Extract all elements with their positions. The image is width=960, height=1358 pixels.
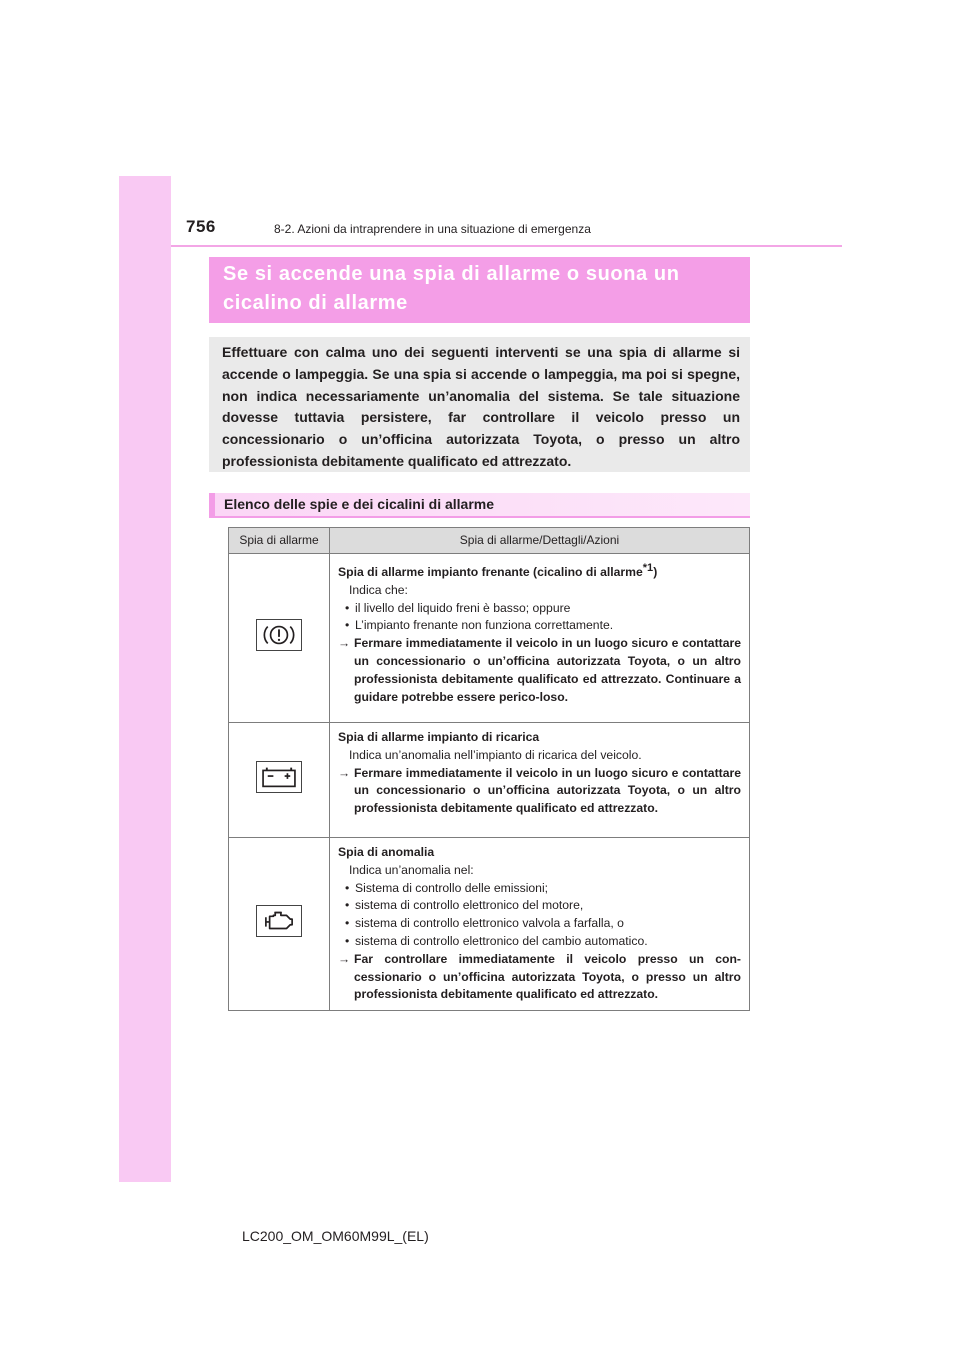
list-item: • sistema di controllo elettronico del cambio automatico. xyxy=(338,933,741,951)
arrow-icon: → xyxy=(338,636,351,651)
warning-action: → Fermare immediatamente il veicolo in un luogo sicuro e contattare un concessionario o un’officina autorizzata Toyota, o un altro professionista debitamente qualificato ed attrezzato. Continuare a guidare potrebbe essere perico-loso. xyxy=(338,636,741,704)
warning-lights-table xyxy=(228,527,750,1011)
side-tab-strip xyxy=(119,176,171,1182)
arrow-icon: → xyxy=(338,765,351,780)
warning-action: → Fermare immediatamente il veicolo in un luogo sicuro e contattare un concessionario o un’officina autorizzata Toyota, o un altro professionista debitamente qualificato ed attrezzato. xyxy=(338,765,741,816)
table-header-details: Spia di allarme/Dettagli/Azioni xyxy=(330,528,750,554)
list-item: • il livello del liquido freni è basso; oppure xyxy=(338,600,741,618)
main-heading: Se si accende una spia di allarme o suona un cicalino di allarme xyxy=(209,257,750,323)
table-header-light: Spia di allarme xyxy=(229,528,330,554)
intro-paragraph: Effettuare con calma uno dei seguenti interventi se una spia di allarme si accende o lampeggia. Se una spia si accende o lampeggia, ma poi si spegne, non indica necessariamente un’anomalia del sistema. Se tale situazione dovesse tuttavia persistere, far controllare il veicolo presso un concessionario o un’officina autorizzata Toyota, o presso un altro professionista debitamente qualificato ed attrezzato. xyxy=(209,337,750,472)
list-item: • L’impianto frenante non funziona correttamente. xyxy=(338,617,741,635)
warning-action: → Far controllare immediatamente il veicolo presso un con-cessionario o un’officina autorizzata Toyota, o presso un altro professionista debitamente qualificato ed attrezzato. xyxy=(338,951,741,1002)
warning-intro: Indica che: xyxy=(349,582,408,597)
section-title: 8-2. Azioni da intraprendere in una situazione di emergenza xyxy=(274,222,591,236)
table-header-row xyxy=(229,528,750,554)
table-row xyxy=(229,838,750,1011)
sub-heading: Elenco delle spie e dei cicalini di allarme xyxy=(209,493,750,518)
list-item: • Sistema di controllo delle emissioni; xyxy=(338,880,741,898)
icon-cell xyxy=(229,554,330,723)
table-row xyxy=(229,723,750,838)
header-divider xyxy=(171,245,842,247)
details-cell xyxy=(330,554,750,723)
warning-intro: Indica un’anomalia nell’impianto di ricarica del veicolo. xyxy=(349,747,642,762)
table-row xyxy=(229,554,750,723)
document-code-footer: LC200_OM_OM60M99L_(EL) xyxy=(242,1228,429,1244)
list-item: • sistema di controllo elettronico valvola a farfalla, o xyxy=(338,915,741,933)
icon-cell xyxy=(229,723,330,838)
battery-charge-icon xyxy=(256,761,302,793)
warning-title: Spia di allarme impianto frenante (cicalino di allarme$^{*1}$) xyxy=(338,562,658,580)
warning-title: Spia di allarme impianto di ricarica xyxy=(338,730,540,744)
warning-intro: Indica un’anomalia nel: xyxy=(349,862,474,877)
list-item: • sistema di controllo elettronico del motore, xyxy=(338,897,741,915)
details-cell xyxy=(330,723,750,838)
brake-warning-icon xyxy=(256,619,302,651)
icon-cell xyxy=(229,838,330,1011)
warning-title: Spia di anomalia xyxy=(338,845,435,859)
arrow-icon: → xyxy=(338,951,351,966)
engine-malfunction-icon xyxy=(256,905,302,937)
page-number: 756 xyxy=(186,217,216,236)
details-cell xyxy=(330,838,750,1011)
